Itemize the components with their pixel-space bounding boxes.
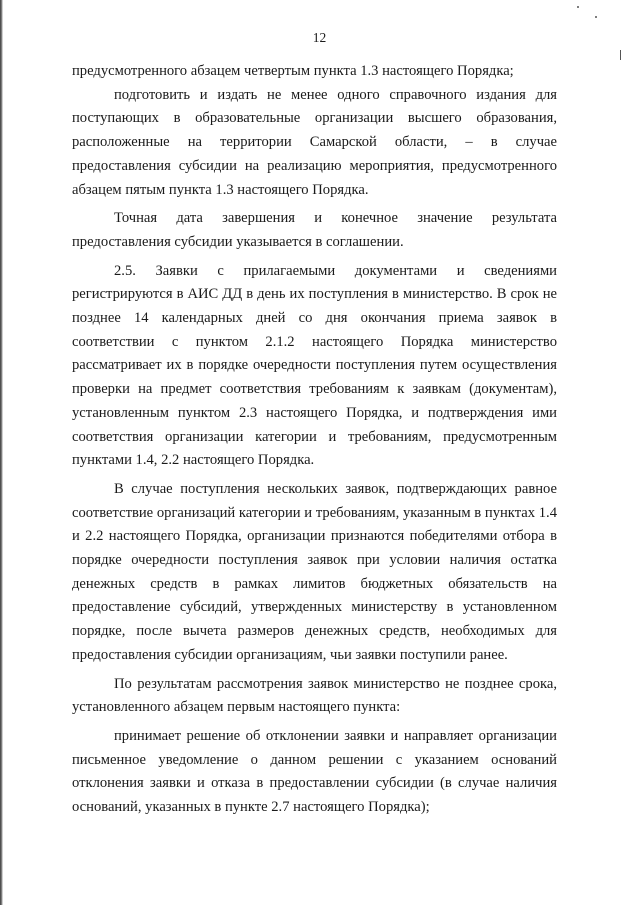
scan-speck xyxy=(620,50,621,60)
paragraph: подготовить и издать не менее одного справочного издания для поступающих в образовательные организации высшего образования, расположенные на территории Самарской области, – в случае предоставления субсидии на реализацию мероприятия, предусмотренного абзацем пятым пункта 1.3 настоящего Порядка. xyxy=(72,86,557,198)
paragraph: По результатам рассмотрения заявок министерство не позднее срока, установленного абзацем первым настоящего пункта: xyxy=(72,675,557,716)
paragraph: принимает решение об отклонении заявки и направляет организации письменное уведомление о данном решении с указанием оснований отклонения заявки и отказа в предоставлении субсидии (в случае наличия оснований, указанных в пункте 2.7 настоящего Порядка); xyxy=(72,727,557,816)
document-body xyxy=(72,60,557,820)
paragraph: предусмотренного абзацем четвертым пункта 1.3 настоящего Порядка; xyxy=(72,63,514,79)
paragraph: Точная дата завершения и конечное значение результата предоставления субсидии указывается в соглашении. xyxy=(72,210,557,250)
page-number: 12 xyxy=(312,30,327,45)
scan-left-edge xyxy=(0,0,3,905)
scan-speck xyxy=(577,6,579,8)
scan-speck xyxy=(595,16,597,18)
paragraph: В случае поступления нескольких заявок, подтверждающих равное соответствие организаций категории и требованиям, указанным в пунктах 1.4 и 2.2 настоящего Порядка, организации признаются победителями отбора в порядке очередности поступления заявок при условии наличия остатка денежных средств в рамках лимитов бюджетных обязательств на предоставление субсидий, утвержденных министерству в установленном порядке, после вычета размеров денежных средств, необходимых для предоставления субсидии организациям, чьи заявки поступили ранее. xyxy=(72,480,557,663)
paragraph: 2.5. Заявки с прилагаемыми документами и сведениями регистрируются в АИС ДД в день их поступления в министерство. В срок не позднее 14 календарных дней со дня окончания приема заявок в соответствии с пунктом 2.1.2 настоящего Порядка министерство рассматривает их в порядке очередности поступления путем осуществления проверки на предмет соответствия требованиям к заявкам (документам), установленным пунктом 2.3 настоящего Порядка, и подтверждения ими соответствия организации категории и требованиям, предусмотренным пунктами 1.4, 2.2 настоящего Порядка. xyxy=(72,262,557,469)
